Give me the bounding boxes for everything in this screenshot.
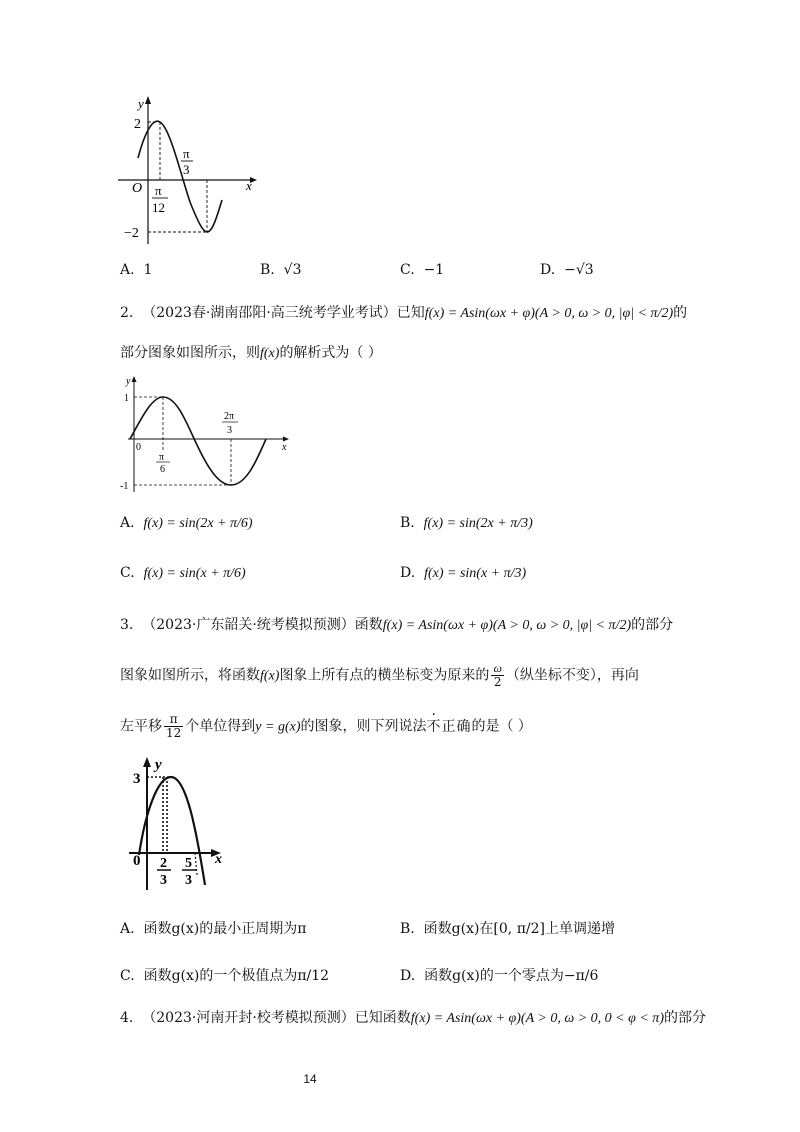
q3-option-a: A. 函数g(x)的最小正周期为π	[120, 921, 307, 937]
max-label: 2	[134, 117, 141, 132]
q2-formula: f(x) = Asin(ωx + φ)(A > 0, ω > 0, |φ| < π/2)	[424, 306, 674, 321]
x1-den: 6	[160, 464, 165, 475]
q2-option-b: B. f(x) = sin(2x + π/3)	[400, 515, 533, 531]
x-axis-label: x	[282, 442, 287, 453]
x1-den: 3	[160, 873, 167, 888]
q1-graph	[110, 92, 270, 252]
q1-option-d: D. −√3	[540, 262, 594, 278]
q2-option-d: D. f(x) = sin(x + π/3)	[400, 565, 527, 581]
x1-den: 12	[152, 200, 165, 215]
q3-stem-line3: 左平移 $\frac{\pi}{12}$ 个单位得到y = g(x)的图象，则下列说法不正确的是（ ）	[120, 712, 532, 740]
q1-option-c: C. −1	[400, 262, 445, 278]
y-axis-label: y	[138, 96, 144, 111]
q3-graph	[125, 755, 235, 895]
x2-den: 3	[183, 162, 190, 177]
q2-graph	[120, 372, 295, 497]
y-axis-label: y	[126, 376, 131, 387]
origin-label: 0	[133, 853, 141, 869]
q2-option-a: A. f(x) = sin(2x + π/6)	[120, 515, 253, 531]
x-axis-label: x	[246, 178, 252, 193]
origin-label: 0	[136, 442, 141, 453]
x1-num: π	[155, 183, 162, 198]
q4-stem-line1: 4. （2023·河南开封·校考模拟预测）已知函数f(x) = Asin(ωx + φ)(A > 0, ω > 0, 0 < φ < π)的部分	[120, 1010, 706, 1026]
q3-option-c: C. 函数g(x)的一个极值点为π/12	[120, 968, 330, 984]
min-label: -1	[120, 481, 129, 492]
q3-option-b: B. 函数g(x)在[0, π/2]上单调递增	[400, 921, 615, 937]
x2-num: 5	[185, 856, 192, 871]
q3-stem-line2: 图象如图所示，将函数f(x)图象上所有点的横坐标变为原来的 $\frac{\omega}{2}$ （纵坐标不变），再向	[120, 661, 639, 689]
q3-formula: f(x) = Asin(ωx + φ)(A > 0, ω > 0, |φ| < π/2)	[382, 618, 632, 633]
origin-label: O	[132, 181, 143, 196]
x2-num: 2π	[224, 411, 235, 422]
x2-num: π	[183, 146, 190, 161]
y-axis-label: y	[155, 757, 162, 773]
q3-stem-line1: 3. （2023·广东韶关·统考模拟预测）函数f(x) = Asin(ωx + φ)(A > 0, ω > 0, |φ| < π/2)的部分	[120, 617, 674, 633]
x2-den: 3	[227, 425, 232, 436]
max-label: 1	[124, 393, 129, 404]
x-axis-label: x	[215, 852, 222, 867]
q2-stem-line1: 2. （2023春·湖南邵阳·高三统考学业考试）已知f(x) = Asin(ωx + φ)(A > 0, ω > 0, |φ| < π/2)的	[120, 305, 688, 321]
x2-den: 3	[185, 873, 192, 888]
min-label: −2	[124, 226, 139, 241]
q2-stem-line2: 部分图象如图所示，则f(x)的解析式为（ ）	[120, 345, 382, 361]
page-number: 14	[303, 1072, 317, 1086]
x1-num: 2	[160, 856, 167, 871]
q3-option-d: D. 函数g(x)的一个零点为−π/6	[400, 968, 599, 984]
q2-option-c: C. f(x) = sin(x + π/6)	[120, 565, 246, 581]
q1-option-b: B. √3	[260, 262, 302, 278]
q1-option-a: A. 1	[120, 262, 153, 278]
x1-num: π	[159, 452, 165, 463]
emphasis-dotted-text: 不正确	[426, 718, 472, 735]
max-label: 3	[133, 771, 141, 787]
q4-formula: f(x) = Asin(ωx + φ)(A > 0, ω > 0, 0 < φ < π)	[410, 1011, 664, 1026]
